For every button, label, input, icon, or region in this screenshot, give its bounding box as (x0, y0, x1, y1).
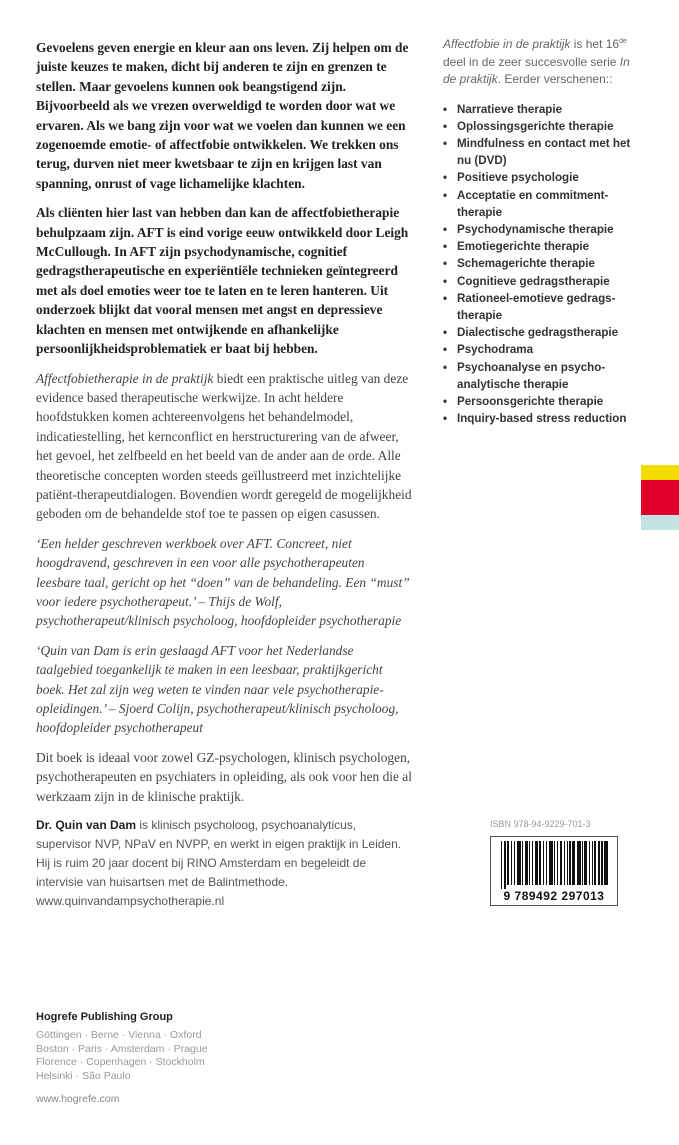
book-title: Affectfobietherapie in de praktijk (36, 370, 214, 386)
series-item: • Psychoanalyse en psycho-analytische therapie (443, 359, 633, 393)
barcode-bar (532, 841, 533, 885)
series-item: • Dialectische gedragstherapie (443, 324, 633, 341)
barcode-bar (601, 841, 602, 885)
aft-paragraph: Als cliënten hier last van hebben dan kan de affectfobietherapie behulpzaam zijn. AFT is eind vorige eeuw ontwikkeld door Leigh McCullough. In AFT zijn psychodynamische, cognitief gedragstherapeutische en experiëntiële technieken geïntegreerd met als doel emoties weer toe te laten en te leren hanteren. Uit onderzoek blijkt dat vooral mensen met angst en depressieve klachten en mensen met ontwijkende en afhankelijke persoonlijkheidsproblematiek er baat bij hebben. (36, 205, 409, 357)
barcode-bar (522, 841, 523, 885)
series-intro-text: deel in de zeer succesvolle serie (443, 54, 620, 69)
barcode-bar (539, 841, 542, 885)
series-name: In de praktijk (443, 54, 630, 86)
series-item: • Persoonsgerichte therapie (443, 393, 633, 410)
series-item: • Emotiegerichte therapie (443, 238, 633, 255)
barcode-bar (514, 841, 515, 885)
author-name: Dr. Quin van Dam (36, 818, 137, 833)
barcode-bar (554, 841, 555, 885)
book-description-text: biedt een praktische uitleg van deze evidence based therapeutische werkwijze. In acht heldere hoofdstukken komen achtereenvolgens het behandelmodel, indicatiestelling, het kernconflict en herstructurering van de afweer, het gevoel, het zelfbeeld en het beeld van de ander aan de orde. Alle theoretische concepten worden steeds geïllustreerd met inzichtelijke patiënt-therapeutdialogen. Bovendien wordt geregeld de mogelijkheid geboden om de behandelde stof toe te passen op eigen casussen. (36, 370, 412, 522)
barcode-bar (525, 841, 528, 885)
publisher-website: www.hogrefe.com (36, 1093, 120, 1106)
publisher-name: Hogrefe Publishing Group (36, 1011, 173, 1024)
series-item: • Schemagerichte therapie (443, 255, 633, 272)
isbn: ISBN 978-94-9229-701-3 (490, 819, 591, 829)
barcode-bar (546, 841, 547, 885)
barcode-bar (549, 841, 553, 885)
barcode-bar (564, 841, 565, 885)
barcode-bar (584, 841, 587, 885)
quote-1: ‘Een helder geschreven werkboek over AFT. Concreet, niet hoogdravend, geschreven in een voor alle psychotherapeuten leesbare taal, gericht op het “doen” van de behandeling. Een “must” voor iedere psychotherapeut.’ – Thijs de Wolf, psychotherapeut/klinisch psycholoog, hoofdopleider psychotherapie (36, 535, 410, 629)
series-intro-title: Affectfobie in de praktijk (443, 37, 571, 51)
barcode-bar (501, 841, 502, 889)
series-intro-text: is het 16 (570, 37, 620, 51)
city-line: Helsinki · São Paulo (36, 1069, 131, 1082)
ordinal-suffix: de (619, 38, 627, 45)
barcode-bar (557, 841, 558, 885)
book-description (36, 369, 412, 524)
barcode-bar (598, 841, 601, 885)
series-item: • Acceptatie en commitment-therapie (443, 187, 633, 221)
barcode (490, 836, 618, 906)
publisher-footer (36, 1011, 412, 1105)
series-item: • Positieve psychologie (443, 169, 633, 186)
barcode-bar (535, 841, 538, 885)
series-column (443, 36, 633, 427)
city-line: Florence · Copenhagen · Stockholm (36, 1056, 205, 1069)
series-item: • Rationeel-emotieve gedrags-therapie (443, 290, 633, 324)
barcode-bar (572, 841, 575, 885)
main-column (36, 38, 412, 1145)
author-bio-text: is klinisch psycholoog, psychoanalyticus, supervisor NVP, NPaV en NVPP, en werkt in eigen praktijk in Leiden. Hij is ruim 20 jaar docent bij RINO Amsterdam en begeleidt de intervisie van huisartsen met de Balintmethode. www.quinvandampsychotherapie.nl (36, 818, 402, 909)
barcode-bar (560, 841, 563, 885)
series-item: • Oplossingsgerichte therapie (443, 118, 633, 135)
color-bar-teal (641, 515, 679, 530)
barcode-bar (569, 841, 570, 885)
publisher-cities (36, 1029, 412, 1083)
quote-2: ‘Quin van Dam is erin geslaagd AFT voor het Nederlandse taalgebied toegankelijk te maken in een leesbaar, praktijkgericht boek. Het zal zijn weg weten te vinden naar vele psychotherapie-opleidingen.’ – Sjoerd Colijn, psychotherapeut/klinisch psycholoog, hoofdopleider psychotherapeut (36, 642, 399, 736)
color-bar-red (641, 480, 679, 515)
series-item: • Psychodynamische therapie (443, 221, 633, 238)
barcode-bar (582, 841, 583, 885)
barcode-bar (594, 841, 595, 885)
author-bio (36, 816, 412, 911)
barcode-bar (592, 841, 593, 885)
series-intro-text: . Eerder verschenen:: (497, 72, 613, 86)
series-item: • Psychodrama (443, 341, 633, 358)
series-list (443, 101, 633, 428)
barcode-bar (543, 841, 544, 885)
series-item: • Mindfulness en contact met het nu (DVD) (443, 135, 633, 169)
series-intro (443, 36, 633, 89)
color-bar-yellow (641, 465, 679, 480)
barcode-bar (517, 841, 521, 885)
barcode-bar (567, 841, 568, 885)
series-item: • Narratieve therapie (443, 101, 633, 118)
barcode-bar (511, 841, 512, 885)
barcode-bar (504, 841, 505, 889)
series-item: • Inquiry-based stress reduction (443, 410, 633, 427)
audience-paragraph: Dit boek is ideaal voor zowel GZ-psychologen, klinisch psychologen, psychotherapeuten en psychiaters in opleiding, als ook voor hen die al werkzaam zijn in de klinische praktijk. (36, 749, 412, 804)
barcode-bar (589, 841, 590, 885)
barcode-bar (507, 841, 510, 885)
series-item: • Cognitieve gedragstherapie (443, 273, 633, 290)
barcode-bar (529, 841, 530, 885)
barcode-number: 9 789492 297013 (491, 889, 617, 903)
barcode-bar (604, 841, 608, 885)
intro-paragraph: Gevoelens geven energie en kleur aan ons leven. Zij helpen om de juiste keuzes te maken, dicht bij anderen te zijn en grenzen te stellen. Maar gevoelens kunnen ook beangstigend zijn. Bijvoorbeeld als we vrezen overweldigd te worden door wat we ervaren. Als we bang zijn voor wat we voelen dan kunnen we een zogenoemde emotie- of affectfobie ontwikkelen. We trekken ons terug, durven niet meer kwetsbaar te zijn en krijgen last van spanning, onrust of vage lichamelijke klachten. (36, 40, 409, 191)
barcode-bars (501, 841, 609, 889)
city-line: Boston · Paris · Amsterdam · Prague (36, 1042, 208, 1055)
barcode-bar (577, 841, 581, 885)
city-line: Göttingen · Berne · Vienna · Oxford (36, 1029, 202, 1042)
